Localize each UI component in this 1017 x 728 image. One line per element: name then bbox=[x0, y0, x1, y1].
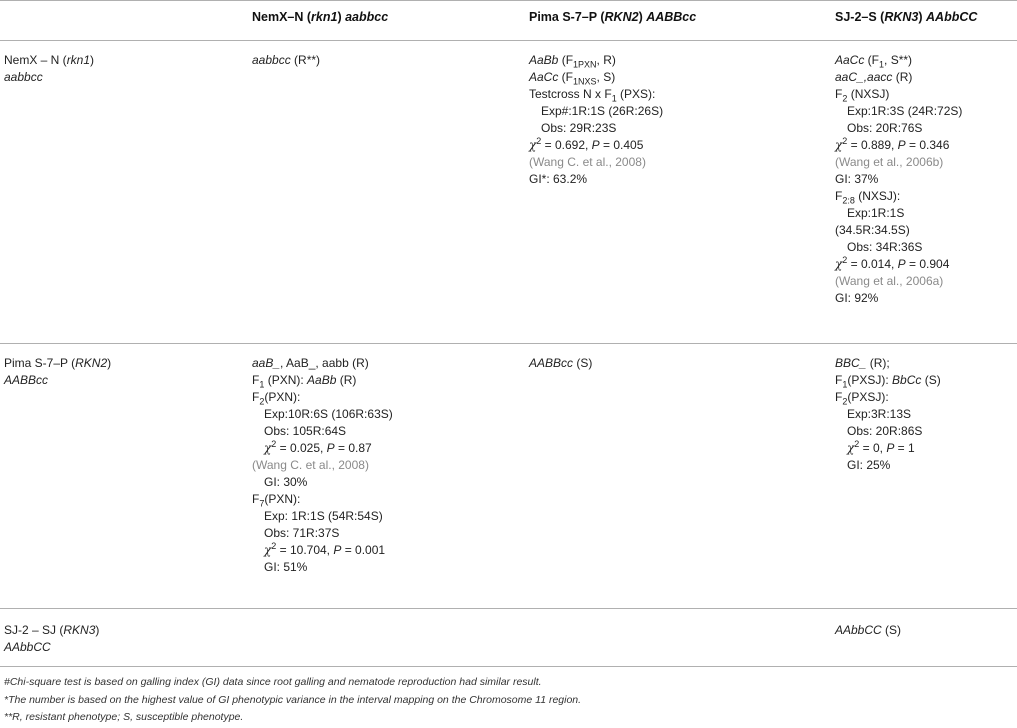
header-col-sj: SJ-2–S (RKN3) AAbbCC bbox=[835, 10, 978, 24]
table-bottom-rule bbox=[0, 666, 1017, 667]
header-bottom-rule bbox=[0, 40, 1017, 41]
footnote-gi-variance: *The number is based on the highest value of GI phenotypic variance in the interval mapping on the Chromosome 11 region. bbox=[4, 693, 582, 706]
row2-label: Pima S-7–P (RKN2) AABBcc bbox=[4, 356, 112, 387]
row1-label: NemX – N (rkn1) aabbcc bbox=[4, 53, 95, 84]
citation-link[interactable]: (Wang et al., 2006b) bbox=[835, 155, 944, 169]
row3-sj-cell: AAbbCC (S) bbox=[835, 623, 902, 637]
row3-label: SJ-2 – SJ (RKN3) AAbbCC bbox=[4, 623, 100, 654]
row2-bottom-rule bbox=[0, 608, 1017, 609]
row2-sj-cell: BBC_ (R); $F_1(PXSJ)$: BbCc (S) $F_2(PXSJ)$: Exp:3R:13S Obs: 20R:86S $\chi^2 = 0$, P = 1 GI: 25% bbox=[835, 356, 941, 472]
table-top-rule bbox=[0, 0, 1017, 1]
citation-link[interactable]: (Wang C. et al., 2008) bbox=[252, 458, 369, 472]
footnote-phenotype: **R, resistant phenotype; S, susceptible phenotype. bbox=[4, 711, 244, 723]
footnote-chi-square: #Chi-square test is based on galling index (GI) data since root galling and nematode reproduction had similar result. bbox=[4, 676, 542, 688]
footnotes bbox=[4, 674, 581, 727]
citation-link[interactable]: (Wang C. et al., 2008) bbox=[529, 155, 646, 169]
row2-nemx-cell: aaB_, AaB_, aabb (R) $F_1$ (PXN): AaBb (R) $F_2(PXN)$: Exp:10R:6S (106R:63S) Obs: 105R:64S $\chi^2 = 0.025$, P = 0.87 (Wang C. et al., 2008) GI: 30% $F_7(PXN)$: Exp: 1R:1S (54R:54S) Obs: 71R:37S $\chi^2 = 10.704$, P = 0.001 GI: 51% bbox=[252, 356, 393, 574]
row1-nemx-cell: aabbcc (R**) bbox=[252, 53, 321, 67]
row1-sj-cell: AaCc ($F_1$, S**) aaC_,aacc (R) $F_2$ (NXSJ) Exp:1R:3S (24R:72S) Obs: 20R:76S $\chi^2 = 0.889$, P = 0.346 (Wang et al., 2006b) GI: 37% $F_{2:8}$ (NXSJ): Exp:1R:1S (34.5R:34.5S) Obs: 34R:36S $\chi^2 = 0.014$, P = 0.904 (Wang et al., 2006a) GI: 92% bbox=[835, 53, 963, 305]
row2-pima-cell: AABBcc (S) bbox=[529, 356, 593, 370]
header-col-pima: Pima S-7–P (RKN2) AABBcc bbox=[529, 10, 697, 24]
citation-link[interactable]: (Wang et al., 2006a) bbox=[835, 274, 944, 288]
header-col-nemx: NemX–N (rkn1) aabbcc bbox=[252, 10, 389, 24]
row1-bottom-rule bbox=[0, 343, 1017, 344]
row1-pima-cell: AaBb ($F_{1PXN}$, R) AaCc ($F_{1NXS}$, S) Testcross N x $F_1$ (PXS): Exp#:1R:1S (26R:26S) Obs: 29R:23S $\chi^2 = 0.692$, P = 0.405 (Wang C. et al., 2008) GI*: 63.2% bbox=[529, 53, 664, 186]
